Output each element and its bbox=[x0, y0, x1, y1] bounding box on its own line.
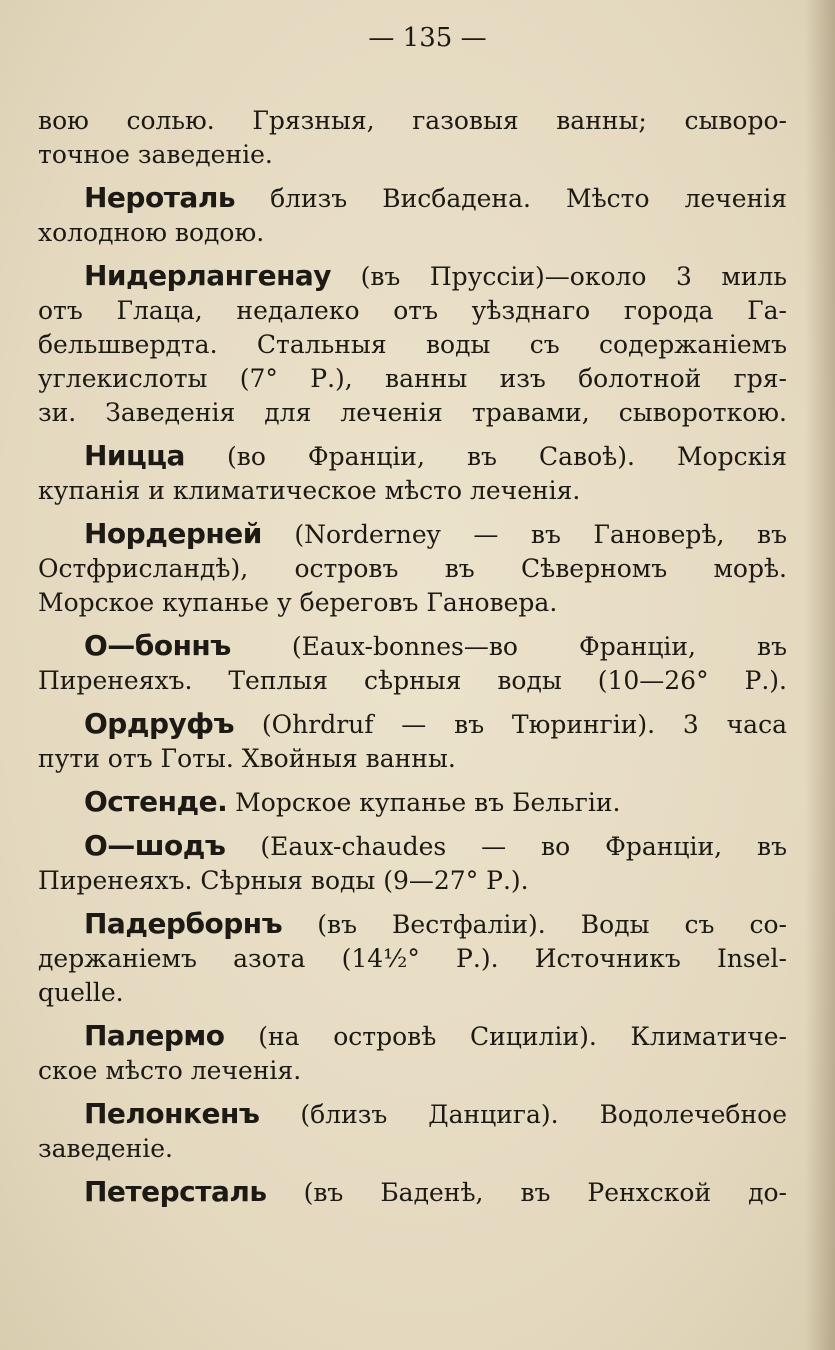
entry-text: (въ Вестфаліи). Воды съ со- bbox=[282, 910, 787, 939]
entry-head-line bbox=[38, 259, 787, 294]
entry-term: О—боннъ bbox=[84, 629, 231, 662]
continuation-paragraph bbox=[38, 104, 787, 172]
text-line: пути отъ Готы. Хвойныя ванны. bbox=[38, 744, 456, 773]
entry-petersthal bbox=[38, 1175, 787, 1210]
entry-text: (Eaux-bonnes—во Франціи, въ bbox=[230, 632, 787, 661]
text-line: зи. Заведенія для леченія травами, сывороткою. bbox=[38, 398, 787, 427]
entry-niederlangenau bbox=[38, 259, 787, 430]
entry-head-line bbox=[38, 629, 787, 664]
text-line: Пиренеяхъ. Теплыя сѣрныя воды (10—26° Р.). bbox=[38, 666, 787, 695]
entry-term: Петерсталь bbox=[84, 1175, 267, 1208]
entry-head-line bbox=[38, 829, 787, 864]
page-spine-shadow bbox=[805, 0, 835, 1350]
entry-text: (на островѣ Сициліи). Климатиче- bbox=[224, 1022, 787, 1051]
entry-head-line bbox=[38, 181, 787, 216]
entry-palermo bbox=[38, 1019, 787, 1088]
entry-paderborn bbox=[38, 907, 787, 1010]
text-line: отъ Глаца, недалеко отъ уѣзднаго города Га- bbox=[38, 296, 787, 325]
entry-term: Нидерлангенау bbox=[84, 259, 332, 292]
text-line: бельшвердта. Стальныя воды съ содержаніемъ bbox=[38, 330, 787, 359]
entry-term: Остенде. bbox=[84, 785, 228, 818]
entry-term: Палермо bbox=[84, 1019, 225, 1052]
page-number: — 135 — bbox=[368, 23, 487, 53]
entry-text: Морское купанье въ Бельгіи. bbox=[227, 788, 621, 817]
entry-text: (Norderney — въ Гановерѣ, въ bbox=[261, 520, 787, 549]
entry-head-line bbox=[38, 1175, 787, 1210]
text-line: купанія и климатическое мѣсто леченія. bbox=[38, 476, 581, 505]
text-line: точное заведеніе. bbox=[38, 140, 273, 169]
entry-text: (въ Баденѣ, въ Ренхской до- bbox=[266, 1178, 787, 1207]
entry-ostende bbox=[38, 785, 787, 820]
entry-head-line bbox=[38, 1019, 787, 1054]
entry-term: О—шодъ bbox=[84, 829, 226, 862]
entry-head-line bbox=[38, 439, 787, 474]
entry-head-line bbox=[38, 707, 787, 742]
entry-text: (во Франціи, въ Савоѣ). Морскія bbox=[184, 442, 787, 471]
entry-text: (Eaux-chaudes — во Франціи, въ bbox=[225, 832, 787, 861]
text-line: Морское купанье у береговъ Гановера. bbox=[38, 588, 558, 617]
text-line: quelle. bbox=[38, 978, 124, 1007]
entry-list bbox=[38, 104, 787, 1210]
entry-term: Падерборнъ bbox=[84, 907, 283, 940]
text-line: Остфрисландѣ), островъ въ Сѣверномъ морѣ. bbox=[38, 554, 787, 583]
text-line: холодною водою. bbox=[38, 218, 265, 247]
entry-neroltal bbox=[38, 181, 787, 250]
text-line: заведеніе. bbox=[38, 1134, 173, 1163]
entry-nizza bbox=[38, 439, 787, 508]
entry-term: Нордерней bbox=[84, 517, 262, 550]
entry-head-line bbox=[38, 785, 787, 820]
entry-term: Пелонкенъ bbox=[84, 1097, 260, 1130]
entry-term: Нероталь bbox=[84, 181, 236, 214]
entry-head-line bbox=[38, 517, 787, 552]
entry-text: (Ohrdruf — въ Тюрингіи). 3 часа bbox=[234, 710, 787, 739]
text-line: углекислоты (7° Р.), ванны изъ болотной гря- bbox=[38, 364, 787, 393]
entry-text: (близъ Данцига). Водолечебное bbox=[259, 1100, 787, 1129]
entry-text: близъ Висбадена. Мѣсто леченія bbox=[235, 184, 787, 213]
entry-norderney bbox=[38, 517, 787, 620]
entry-term: Ордруфъ bbox=[84, 707, 235, 740]
text-line: держаніемъ азота (14½° Р.). Источникъ Insel- bbox=[38, 944, 787, 973]
entry-term: Ницца bbox=[84, 439, 185, 472]
entry-eaux-bonnes bbox=[38, 629, 787, 698]
text-line: ское мѣсто леченія. bbox=[38, 1056, 302, 1085]
entry-head-line bbox=[38, 907, 787, 942]
entry-pelonken bbox=[38, 1097, 787, 1166]
entry-text: (въ Пруссіи)—около 3 миль bbox=[331, 262, 787, 291]
text-line: Пиренеяхъ. Сѣрныя воды (9—27° Р.). bbox=[38, 866, 529, 895]
entry-ohrdruf bbox=[38, 707, 787, 776]
text-line: вою солью. Грязныя, газовыя ванны; сыворо- bbox=[38, 106, 787, 135]
entry-head-line bbox=[38, 1097, 787, 1132]
entry-eaux-chaudes bbox=[38, 829, 787, 898]
